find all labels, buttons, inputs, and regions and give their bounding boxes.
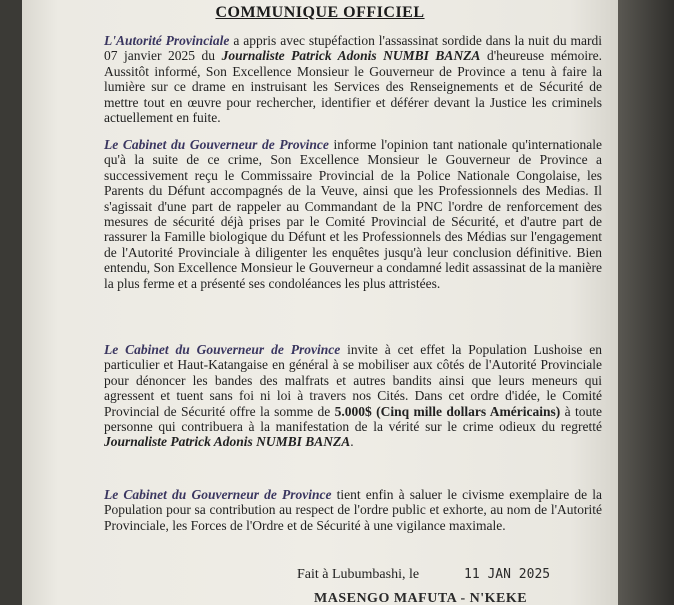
paragraph-4-lead: Le Cabinet du Gouverneur de Province <box>104 487 332 502</box>
paragraph-3-text-a: invite à cet effet la Population Lushoise en particulier et Haut-Katangaise en général à se mobiliser aux côtés de l'Autorité Provinciale pour dénoncer les bandes des malfrats et autres bandits ainsi que leurs meneurs qui agressent et tuent sans foi ni loi à travers nos Cités. Dans cet ordre d'idée, le Comité Provincial de Sécurité offre la somme de <box>104 342 602 419</box>
reward-amount: 5.000$ (Cinq mille dollars Américains) <box>334 403 561 419</box>
paragraph-3-text-b: à toute personne qui contribuera à la manifestation de la vérité sur le crime odieux du regretté <box>104 403 602 435</box>
paragraph-4-text: tient enfin à saluer le civisme exemplaire de la Population pour sa contribution au respect de l'ordre public et exhorte, au nom de l'Autorité Provinciale, les Forces de l'Ordre et de Sécurité à une vigilance maximale. <box>104 487 602 533</box>
paragraph-2 <box>104 137 602 291</box>
paragraph-2-lead: Le Cabinet du Gouverneur de Province <box>104 137 329 152</box>
paragraph-4 <box>104 487 602 533</box>
paragraph-2-text: informe l'opinion tant nationale qu'internationale qu'à la suite de ce crime, Son Excellence Monsieur le Gouverneur de Province a successivement reçu le Commissaire Provincial de la Police Nationale Congolaise, les Parents du Défunt accompagnés de la Veuve, ainsi que les Professionnels des Medias. Il s'agissait d'une part de rappeler au Commandant de la PNC l'ordre de renforcement des mesures de sécurité déjà prises par le Comité Provincial de Sécurité, et d'autre part de rassurer la Famille biologique du Défunt et les Professionnels des Médias sur l'engagement de l'Autorité Provinciale à diligenter les enquêtes jusqu'à leur conclusion définitive. Bien entendu, Son Excellence Monsieur le Gouverneur a condamné ledit assassinat de la manière la plus ferme et a présenté ses condoléances les plus attristées. <box>104 137 602 291</box>
paragraph-1-journalist-name: Journaliste Patrick Adonis NUMBI BANZA <box>221 48 481 64</box>
paragraph-1 <box>104 33 602 125</box>
paragraph-3-lead: Le Cabinet du Gouverneur de Province <box>104 342 341 357</box>
date-stamp: 11 JAN 2025 <box>464 567 551 582</box>
document-title: COMMUNIQUE OFFICIEL <box>215 4 425 21</box>
document-page <box>22 0 618 605</box>
place-line: Fait à Lubumbashi, le <box>297 567 420 582</box>
paragraph-1-text-a: a appris avec stupéfaction l'assassinat sordide dans la nuit du mardi 07 janvier 2025 du <box>104 33 602 64</box>
signatory-name: MASENGO MAFUTA - N'KEKE <box>314 591 528 605</box>
background-edge <box>618 0 674 605</box>
paragraph-3-text-c: . <box>350 434 354 450</box>
paragraph-1-lead: L'Autorité Provinciale <box>104 33 230 48</box>
paragraph-3-journalist-name: Journaliste Patrick Adonis NUMBI BANZA <box>104 434 351 450</box>
paragraph-3 <box>104 342 602 450</box>
paragraph-1-text-b: d'heureuse mémoire. Aussitôt informé, Son Excellence Monsieur le Gouverneur de Province a tenu à faire la lumière sur ce drame en instruisant les Services des Renseignements et de Sécurité de mettre tout en œuvre pour rechercher, identifier et déférer devant la Justice les criminels actuellement en fuite. <box>104 48 603 126</box>
